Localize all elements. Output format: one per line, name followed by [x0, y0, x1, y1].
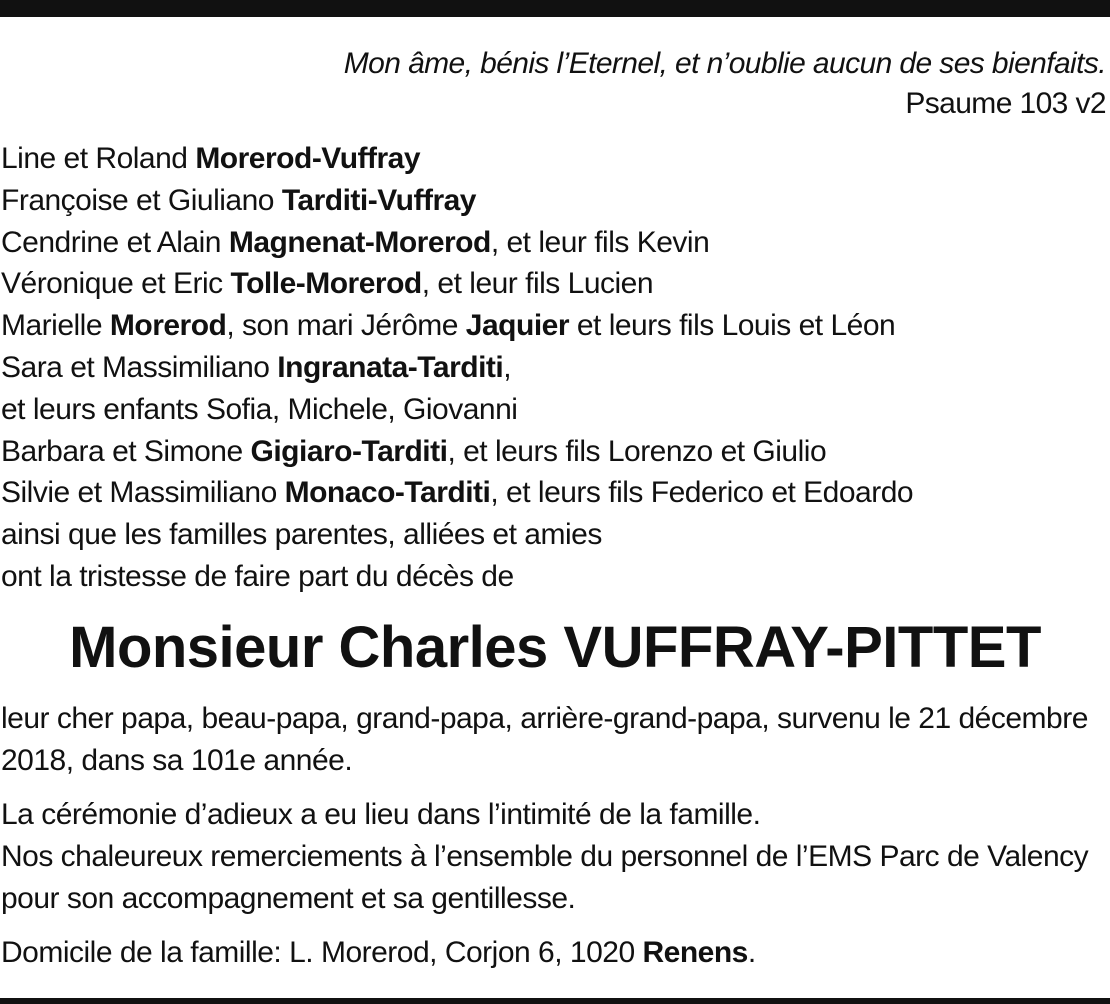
verse-quote: Mon âme, bénis l’Eternel, et n’oublie aucun de ses bienfaits.	[343, 47, 1106, 80]
family-surname: Jaquier	[465, 309, 570, 343]
family-line	[1, 305, 913, 347]
family-surname: Magnenat-Morerod	[228, 225, 491, 259]
family-text: , et leurs fils Lorenzo et Giulio	[447, 434, 827, 468]
domicile-suffix: .	[747, 936, 756, 969]
family-text: Véronique et Eric	[1, 267, 231, 301]
family-text: Marielle	[1, 309, 110, 343]
family-text: Françoise et Giuliano	[1, 183, 282, 217]
family-text: ,	[503, 350, 512, 384]
bible-verse	[344, 44, 1106, 124]
family-list	[1, 138, 913, 598]
family-line	[1, 389, 913, 431]
deceased-name: Monsieur Charles VUFFRAY-PITTET	[69, 615, 1041, 680]
family-surname: Morerod-Vuffray	[195, 142, 421, 175]
bottom-rule	[0, 998, 1110, 1004]
family-text: ainsi que les familles parentes, alliées et amies	[1, 518, 602, 552]
domicile-text: Domicile de la famille: L. Morerod, Corjon 6, 1020	[1, 936, 643, 969]
ceremony-text: La cérémonie d’adieux a eu lieu dans l’intimité de la famille.	[1, 798, 761, 831]
family-text: Barbara et Simone	[1, 434, 251, 468]
family-line	[1, 347, 913, 389]
family-text: et leurs fils Louis et Léon	[569, 309, 896, 343]
family-surname: Gigiaro-Tarditi	[250, 434, 448, 468]
family-text: , et leur fils Kevin	[490, 225, 710, 259]
announcement-text: leur cher papa, beau-papa, grand-papa, arrière-grand-papa, survenu le 21 décembre 2018, dans sa 101e année.	[1, 702, 1088, 777]
family-line	[1, 556, 913, 598]
family-surname: Monaco-Tarditi	[284, 476, 491, 510]
family-line	[1, 180, 913, 222]
verse-reference: Psaume 103 v2	[905, 87, 1106, 120]
family-surname: Tarditi-Vuffray	[281, 183, 476, 217]
family-surname: Morerod	[109, 309, 227, 343]
top-rule	[0, 0, 1110, 17]
family-text: Cendrine et Alain	[1, 225, 229, 259]
domicile-line	[1, 932, 1107, 974]
family-line	[1, 472, 913, 514]
family-text: , son mari Jérôme	[226, 309, 466, 343]
family-text: , et leurs fils Federico et Edoardo	[490, 476, 914, 510]
family-line	[1, 138, 913, 180]
family-text: Sara et Massimiliano	[1, 350, 278, 384]
family-line	[1, 263, 913, 305]
family-text: , et leur fils Lucien	[421, 267, 654, 301]
thanks-text: Nos chaleureux remerciements à l’ensemble du personnel de l’EMS Parc de Valency pour son accompagnement et sa gentillesse.	[1, 839, 1089, 915]
family-line	[1, 514, 913, 556]
family-text: ont la tristesse de faire part du décès de	[1, 559, 514, 593]
family-surname: Ingranata-Tarditi	[277, 350, 504, 384]
domicile-city: Renens	[642, 936, 748, 969]
family-text: et leurs enfants Sofia, Michele, Giovanni	[1, 392, 518, 426]
family-line	[1, 222, 913, 264]
family-text: Line et Roland	[1, 142, 196, 175]
family-text: Silvie et Massimiliano	[1, 476, 285, 510]
ceremony-thanks-block	[1, 794, 1107, 919]
family-line	[1, 431, 913, 473]
family-surname: Tolle-Morerod	[230, 267, 422, 301]
